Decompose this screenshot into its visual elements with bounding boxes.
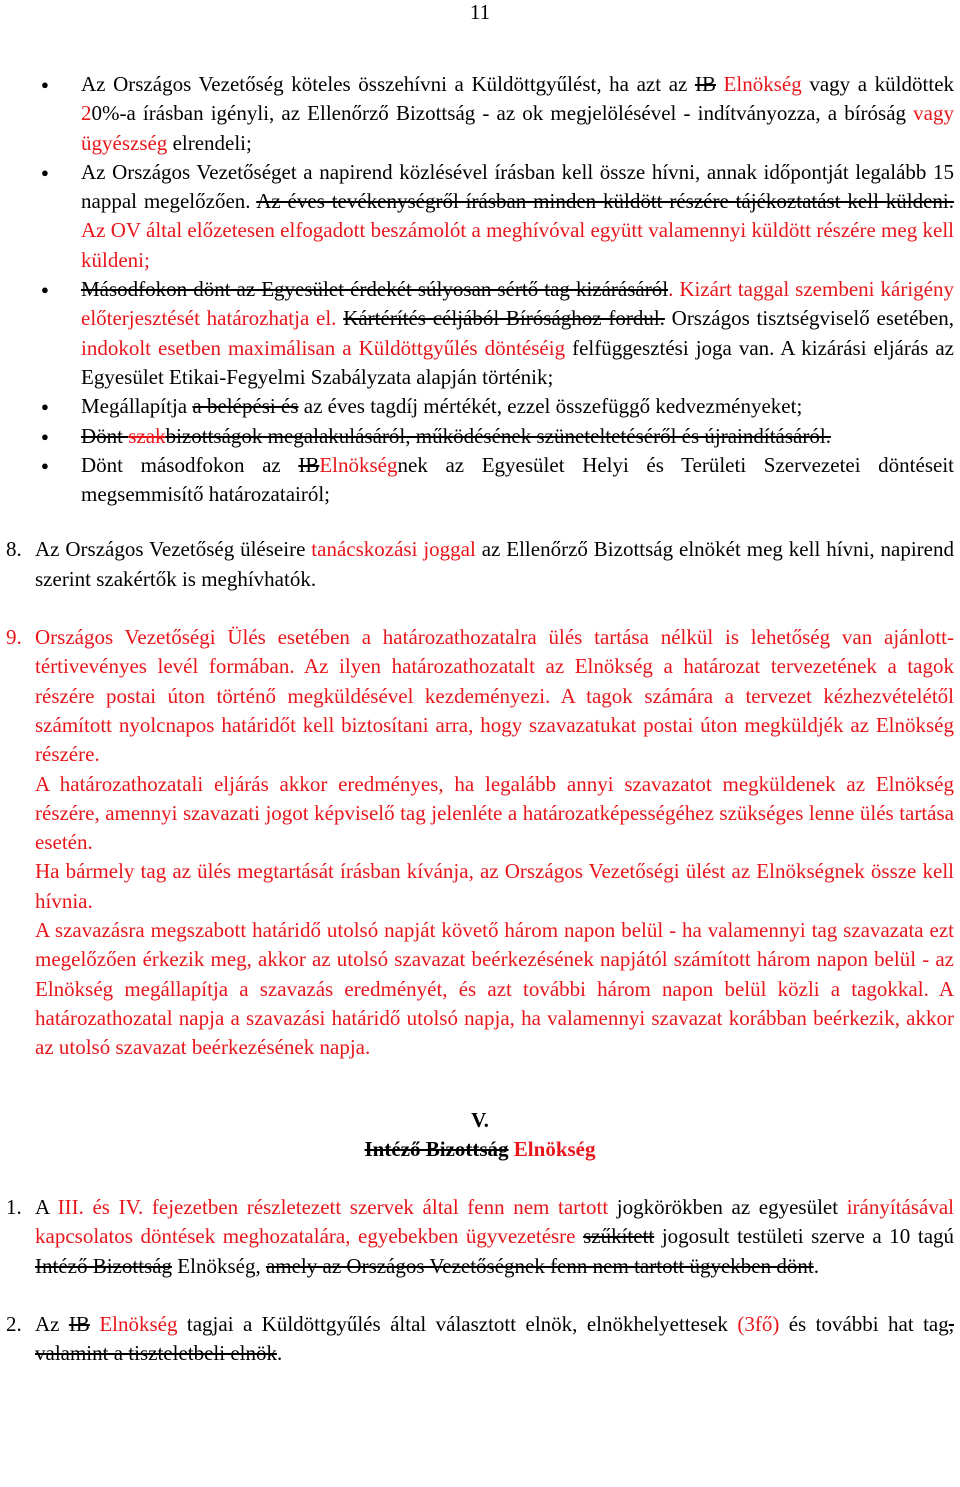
- section-item-2: 2. Az IB Elnökség tagjai a Küldöttgyűlés által választott elnök, elnökhelyettesek (3fő) és további hat tag, valamint a tiszteletbeli elnök.: [6, 1311, 955, 1366]
- bullet-item-3: ● Másodfokon dönt az Egyesület érdekét súlyosan sértő tag kizárásáról. Kizárt taggal szembeni kárigény előterjesztését határozhatja el. Kártérítés céljából Bírósághoz fordul. Országos tisztségviselő esetében, indokolt esetben maximálisan a Küldöttgyűlés döntéséig felfüggesztési joga van. A kizárási eljárás az Egyesület Etikai-Fegyelmi Szabályzata alapján történik;: [0, 275, 960, 392]
- page-number: 11: [469, 0, 491, 24]
- bullet-item-1: ● Az Országos Vezetőség köteles összehívni a Küldöttgyűlést, ha azt az IB Elnökség vagy a küldöttek 20%-a írásban igényli, az Ellenőrző Bizottság - az ok megjelölésével - indítványozza, a bíróság vagy ügyészség elrendeli;: [0, 70, 960, 158]
- numbered-item-8: 8. Az Országos Vezetőség üléseire tanácskozási joggal az Ellenőrző Bizottság elnökét meg kell hívni, napirend szerint szakértők is meghívhatók.: [6, 537, 954, 591]
- item-9-paragraph-2: A határozathozatali eljárás akkor eredményes, ha legalább annyi szavazatot megküldenek az Elnökség részére, amennyi szavazati jogot képviselő tag jelenléte a határozatképességéhez szükséges lenne ülés tartása esetén.: [35, 771, 954, 855]
- section-item-1: 1. A III. és IV. fejezetben részletezett szervek által fenn nem tartott jogkörökben az egyesület irányításával kapcsolatos döntések meghozatalára, egyebekben ügyvezetésre szűkített jogosult testületi szerve a 10 tagú Intéző Bizottság Elnökség, amely az Országos Vezetőségnek fenn nem tartott ügyekben dönt.: [6, 1195, 955, 1278]
- section-number: V.: [471, 1107, 489, 1132]
- document-body: [0, 70, 960, 1369]
- item-9-paragraph-4: A szavazásra megszabott határidő utolsó napját követő három napon belül - ha valamennyi tag szavazata ezt megelőzően érkezik meg, akkor az utolsó szavazat beérkezésének napjától számított három napon belül - az Elnökség megállapítja a szavazás eredményét, és azt további három napon belül közli a tagokkal. A határozathozatal napja a szavazási határidő utolsó napja, ha valamennyi szavazat korábban beérkezik, akkor az utolsó szavazat beérkezésének napja.: [35, 918, 954, 1060]
- section-title: Intéző Bizottság Elnökség: [364, 1136, 596, 1161]
- bullet-item-6: ● Dönt másodfokon az IBElnökségnek az Egyesület Helyi és Területi Szervezetei döntéseit megsemmisítő határozatairól;: [0, 451, 960, 510]
- bullet-item-5: ● Dönt szakbizottságok megalakulásáról, működésének szüneteltetéséről és újraindításáról.: [0, 422, 960, 451]
- bullet-item-2: ● Az Országos Vezetőséget a napirend közlésével írásban kell össze hívni, annak időpontját legalább 15 nappal megelőzően. Az éves tevékenységről írásban minden küldött részére tájékoztatást kell küldeni. Az OV által előzetesen elfogadott beszámolót a meghívóval együtt valamennyi küldött részére meg kell küldeni;: [0, 158, 960, 275]
- numbered-item-9: 9. Országos Vezetőségi Ülés esetében a határozathozatalra ülés tartása nélkül is lehetőség van ajánlott-tértivevényes levél formában. Az ilyen határozathozatalt az Elnökség a határozat tervezetének a tagok részére postai úton történő megküldésével kezdeményezi. A tagok számára a tervezet kézhezvételétől számított nyolcnapos határidőt kell biztosítani arra, hogy szavazatukat postai úton megküldjék az Elnökség részére.: [6, 625, 954, 767]
- item-9-paragraph-3: Ha bármely tag az ülés megtartását írásban kívánja, az Országos Vezetőségi ülést az Elnökségnek össze kell hívnia.: [35, 859, 954, 913]
- bullet-item-4: ● Megállapítja a belépési és az éves tagdíj mértékét, ezzel összefüggő kedvezményeket;: [0, 392, 960, 421]
